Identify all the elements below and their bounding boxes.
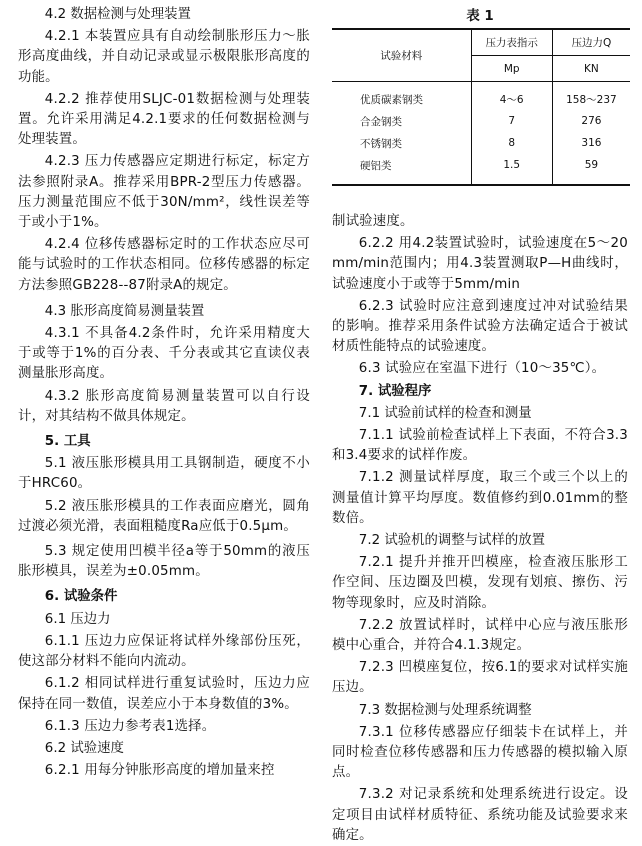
paragraph-7-1-2: 7.1.2 测量试样厚度，取三个或三个以上的测量值计算平均厚度。数值修约到0.01mm的整数倍。 — [332, 470, 628, 526]
table-cell-material: 合金钢类 — [360, 115, 402, 128]
paragraph-5-2: 5.2 液压胀形模具的工作表面应磨光，圆角过渡必须光滑，表面粗糙度Ra应低于0.5μm。 — [18, 498, 310, 534]
table-cell-material: 不锈钢类 — [360, 137, 402, 150]
table-row — [332, 132, 630, 154]
table-row — [332, 154, 630, 185]
table-row — [332, 110, 630, 132]
table-1 — [332, 28, 630, 186]
paragraph-5-1: 5.1 液压胀形模具用工具钢制造，硬度不小于HRC60。 — [18, 456, 310, 492]
table-cell-force: 316 — [552, 132, 630, 154]
paragraph-4-3-2: 4.3.2 胀形高度简易测量装置可以自行设计，对其结构不做具体规定。 — [18, 388, 310, 424]
table-cell-force: 158～237 — [552, 82, 630, 111]
table-cell-force: 276 — [552, 110, 630, 132]
paragraph-7-3-1: 7.3.1 位移传感器应仔细装卡在试样上，并同时检查位移传感器和压力传感器的模拟输入原点。 — [332, 724, 628, 781]
paragraph-7-1-1: 7.1.1 试验前检查试样上下表面，不符合3.3和3.4要求的试样作废。 — [332, 428, 628, 464]
section-4-3-heading: 4.3 胀形高度简易测量装置 — [44, 303, 205, 319]
table-cell-gauge: 4～6 — [471, 82, 552, 111]
paragraph-6-1-2: 6.1.2 相同试样进行重复试验时，压边力应保持在同一数值，误差应小于本身数值的3%。 — [18, 676, 310, 712]
table-header-force: 压边力Q — [552, 29, 630, 56]
paragraph-6-2-2: 6.2.2 用4.2装置试验时，试验速度在5～20mm/min范围内；用4.3装置测取P—H曲线时，试验速度小于或等于5mm/min — [332, 236, 628, 292]
table-header-gauge: 压力表指示 — [471, 29, 552, 56]
paragraph-6-1-3: 6.1.3 压边力参考表1选择。 — [44, 718, 216, 734]
table-row — [332, 82, 630, 111]
paragraph-6-1-1: 6.1.1 压边力应保证将试样外缘部份压死，使这部分材料不能向内流动。 — [18, 633, 310, 670]
table-cell-gauge: 7 — [471, 110, 552, 132]
table-cell-gauge: 8 — [471, 132, 552, 154]
table-cell-material: 硬铝类 — [360, 159, 392, 172]
table-cell-gauge: 1.5 — [471, 154, 552, 185]
left-column — [18, 0, 310, 781]
paragraph-4-2-4: 4.2.4 位移传感器标定时的工作状态应尽可能与试验时的工作状态相同。位移传感器的标定方法参照GB228--87附录A的规定。 — [18, 237, 310, 293]
paragraph-7-2-2: 7.2.2 放置试样时，试样中心应与液压胀形模中心重合，并符合4.1.3规定。 — [332, 617, 628, 654]
table-unit-force: KN — [552, 56, 630, 82]
paragraph-5-3: 5.3 规定使用凹模半径a等于50mm的液压胀形模具，误差为±0.05mm。 — [18, 544, 310, 580]
section-7-2-heading: 7.2 试验机的调整与试样的放置 — [358, 533, 546, 549]
table-cell-force: 59 — [552, 154, 630, 185]
paragraph-6-2-1: 6.2.1 用每分钟胀形高度的增加量来控 — [44, 763, 275, 779]
section-7-heading: 7. 试验程序 — [358, 383, 432, 399]
table-header-material: 试验材料 — [332, 29, 471, 82]
section-5-heading: 5. 工具 — [44, 434, 91, 450]
paragraph-6-2-3: 6.2.3 试验时应注意到速度过冲对试验结果的影响。推荐采用条件试验方法确定适合于被试材质性能特点的试验速度。 — [332, 298, 628, 355]
table-1-title: 表 1 — [466, 9, 494, 24]
table-unit-gauge: Mp — [471, 56, 552, 82]
paragraph-7-3-2: 7.3.2 对记录系统和处理系统进行设定。设定项目由试样材质特征、系统功能及试验要求来确定。 — [332, 787, 628, 843]
paragraph-4-3-1: 4.3.1 不具备4.2条件时，允许采用精度大于或等于1%的百分表、千分表或其它直读仪表测量胀形高度。 — [18, 326, 310, 382]
paragraph-6-2-1-continued: 制试验速度。 — [332, 214, 414, 229]
paragraph-7-2-3: 7.2.3 凹模座复位，按6.1的要求对试样实施压边。 — [332, 660, 628, 696]
section-4-2-heading: 4.2 数据检测与处理装置 — [44, 7, 191, 22]
section-6-2-heading: 6.2 试验速度 — [44, 740, 124, 756]
paragraph-4-2-2: 4.2.2 推荐使用SLJC-01数据检测与处理装置。允许采用满足4.2.1要求的任何数据检测与处理装置。 — [18, 91, 310, 148]
paragraph-6-3: 6.3 试验应在室温下进行（10～35℃）。 — [358, 361, 606, 377]
section-6-1-heading: 6.1 压边力 — [44, 611, 111, 627]
section-7-1-heading: 7.1 试验前试样的检查和测量 — [358, 405, 532, 421]
section-6-heading: 6. 试验条件 — [44, 589, 118, 605]
right-column — [332, 0, 628, 846]
table-cell-material: 优质碳素钢类 — [360, 93, 423, 106]
paragraph-7-2-1: 7.2.1 提升并推开凹模座，检查液压胀形工作空间、压边圈及凹模，发现有划痕、擦伤、污物等现象时，应及时消除。 — [332, 555, 628, 611]
paragraph-4-2-1: 4.2.1 本装置应具有自动绘制胀形压力～胀形高度曲线，并自动记录或显示极限胀形高度的功能。 — [18, 29, 310, 85]
paragraph-4-2-3: 4.2.3 压力传感器应定期进行标定，标定方法参照附录A。推荐采用BPR-2型压力传感器。压力测量范围应不低于30N/mm²，线性误差等于或小于1%。 — [18, 154, 310, 231]
section-7-3-heading: 7.3 数据检测与处理系统调整 — [358, 702, 532, 718]
